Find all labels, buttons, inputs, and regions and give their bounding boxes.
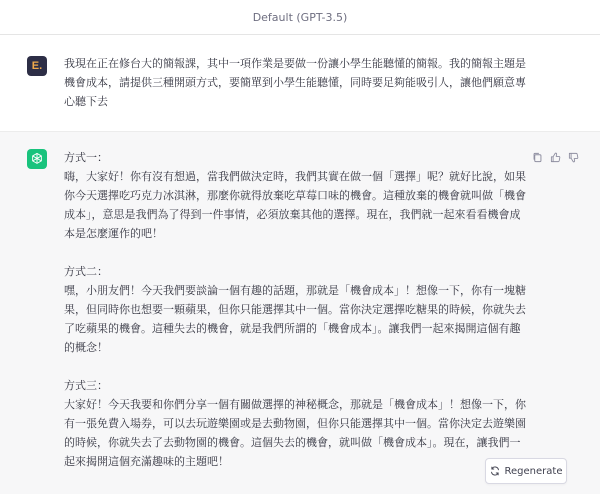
assistant-paragraph-2: 方式二： 嘿，小朋友們！今天我們要談論一個有趣的話題，那就是「機會成本」！想像一下，你有一塊糖果，但同時你也想要一顆蘋果，但你只能選擇其中一個。當你決定選擇吃糖果的時候，你就失去了吃蘋果的機會。這種失去的機會，就是我們所謂的「機會成本」。讓我們一起來揭開這個有趣的概念！ <box>64 265 526 354</box>
copy-icon[interactable] <box>531 151 543 163</box>
model-header <box>0 0 600 35</box>
model-label: Default (GPT-3.5) <box>252 10 348 24</box>
thumbs-up-icon[interactable] <box>549 151 561 163</box>
assistant-message-row <box>0 132 600 494</box>
assistant-paragraph-1: 方式一： 嗨，大家好！你有沒有想過，當我們做決定時，我們其實在做一個「選擇」呢？就好比說，如果你今天選擇吃巧克力冰淇淋，那麼你就得放棄吃草莓口味的機會。這種放棄的機會就叫做「機會成本」，意思是我們為了得到一件事情，必須放棄其他的選擇。現在，我們就一起來看看機會成本是怎麼運作的吧！ <box>64 151 526 240</box>
user-avatar-letter: E. <box>31 60 43 72</box>
thumbs-down-icon[interactable] <box>567 151 579 163</box>
user-message-text: 我現在正在修台大的簡報課，其中一項作業是要做一份讓小學生能聽懂的簡報。我的簡報主題是機會成本，請提供三種開頭方式，要簡單到小學生能聽懂，同時要足夠能吸引人，讓他們願意專心聽下去 <box>64 57 526 108</box>
regenerate-label: Regenerate <box>504 465 563 477</box>
openai-logo-icon <box>27 149 47 169</box>
user-avatar <box>27 56 47 76</box>
regenerate-button[interactable] <box>485 458 567 484</box>
assistant-paragraph-3: 方式三： 大家好！今天我要和你們分享一個有關做選擇的神秘概念，那就是「機會成本」！想像一下，你有一張免費入場券，可以去玩遊樂園或是去動物園，但你只能選擇其中一個。當你決定去遊樂園的時候，你就失去了去動物園的機會。這個失去的機會，就叫做「機會成本」。現在，讓我們一起來揭開這個充滿趣味的主題吧！ <box>64 379 526 468</box>
message-actions <box>531 151 579 163</box>
refresh-icon <box>490 466 500 476</box>
user-message-row <box>0 35 600 132</box>
assistant-message-text <box>64 148 526 471</box>
